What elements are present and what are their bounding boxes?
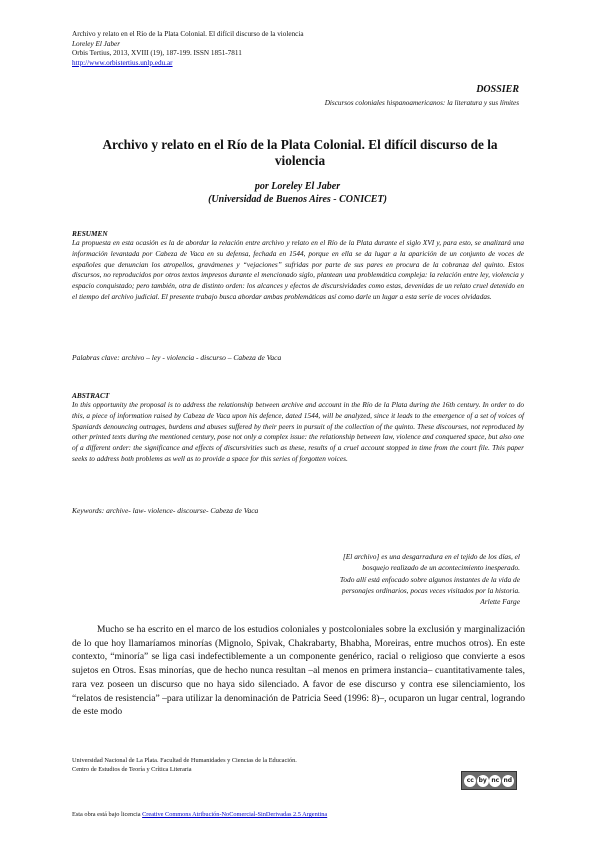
- attribution-icon: by: [477, 775, 489, 787]
- resumen-heading: RESUMEN: [72, 229, 108, 238]
- article-title: Archivo y relato en el Río de la Plata Colonial. El difícil discurso de la violencia: [102, 137, 498, 168]
- epigraph-line: bosquejo realizado de un acontecimiento inesperado.: [362, 563, 520, 573]
- citation-title: Archivo y relato en el Río de la Plata Colonial. El difícil discurso de la violencia: [72, 30, 304, 38]
- section-label: DOSSIER: [476, 84, 519, 95]
- license-prefix: Esta obra está bajo licencia: [72, 811, 143, 818]
- noderivatives-icon: nd: [502, 775, 514, 787]
- center-line: Centro de Estudios de Teoría y Crítica Literaria: [72, 765, 192, 773]
- citation-author: Loreley El Jaber: [72, 39, 121, 48]
- author-name: por Loreley El Jaber: [254, 181, 341, 192]
- author-block: [0, 181, 595, 206]
- epigraph-line: personajes ordinarios, pocas veces visitados por la historia.: [341, 585, 520, 595]
- epigraph: [200, 551, 520, 607]
- institution-line: Universidad Nacional de La Plata. Facultad de Humanidades y Ciencias de la Educación.: [72, 757, 297, 764]
- epigraph-author: Arlette Farge: [480, 597, 520, 607]
- resumen-keywords: Palabras clave: archivo – ley - violencia - discurso – Cabeza de Vaca: [72, 353, 282, 362]
- resumen-text: La propuesta en esta ocasión es la de abordar la relación entre archivo y relato en el Río de la Plata durante el siglo XVI y, para esto, se analizará una información levantada por Cabeza de Vaca en su defensa, fechada en 1544, porque en ella se da lugar a la aparición de un conjunto de voces de españoles que denuncian los atropellos, gravámenes y “vejaciones” sufridas por parte de sus pares en procura de la cobranza del quinto. Estos discursos, no reproducidos por otros textos impresos durante el mencionado siglo, plantean una problemática compleja: la relación entre ley, violencia y espacio conquistado; pero también, otra de distinto orden: los alcances y efectos de discursividades como estas, devenidas de un relato cruel detenido en el tiempo del archivo judicial. El presente trabajo busca abordar ambas problemáticas así como darle un lugar a esta serie de voces olvidadas.: [72, 238, 524, 301]
- creative-commons-badge[interactable]: [461, 771, 517, 790]
- citation-header: [72, 30, 304, 68]
- license-link[interactable]: Creative Commons Atribución-NoComercial-SinDerivadas 2.5 Argentina: [142, 811, 328, 818]
- noncommercial-icon: nc: [489, 775, 501, 787]
- section-subtitle: Discursos coloniales hispanoamericanos: la literatura y sus límites: [324, 99, 519, 107]
- license-line: [72, 811, 327, 818]
- author-affiliation: (Universidad de Buenos Aires - CONICET): [208, 193, 387, 205]
- epigraph-line: Todo allí está enfocado sobre algunos instantes de la vida de: [339, 574, 520, 584]
- institution-footer: [72, 757, 297, 774]
- abstract-text: In this opportunity the proposal is to address the relationship between archive and account in the Río de la Plata during the 16th century. In order to do this, a piece of information raised by Cabeza de Vaca upon his defence, dated 1544, will be analyzed, since it leads to the emergence of a set of voices of Spaniards denouncing outrages, burdens and abuses suffered by their peers in pursuit of the collection of the quinto. These discourses, not reproduced by other printed texts during the mentioned century, pose not only a complex issue: the relationship between law, violence and conquered space, but also one of a different order: the significance and effects of discursivities such as these, results of a cruel account stopped in time from the court file. This paper seeks to address both problems as well as to provide a space for this series of forgotten voices.: [72, 400, 524, 463]
- citation-journal: Orbis Tertius, 2013, XVIII (19), 187-199. ISSN 1851-7811: [72, 49, 242, 58]
- epigraph-line: [El archivo] es una desgarradura en el tejido de los días, el: [342, 552, 520, 561]
- abstract-heading: ABSTRACT: [72, 391, 110, 400]
- cc-icon: cc: [464, 775, 476, 787]
- journal-link[interactable]: http://www.orbistertius.unlp.edu.ar: [72, 58, 173, 67]
- body-paragraph: Mucho se ha escrito en el marco de los estudios coloniales y postcoloniales sobre la exclusión y marginalización de lo que hoy llamaríamos minorías (Mignolo, Spivak, Chakrabarty, Bhabha, Moreiras, entre muchos otros). En este contexto, “minoría” se liga casi indefectiblemente a un componente genérico, racial o religioso que convierte a esos sujetos en Otros. Esas minorías, que de hecho nunca resultan –al menos en primera instancia– cuantitativamente tales, rara vez poseen un discurso que no haya sido silenciado. A favor de ese discurso y contra ese silenciamiento, los “relatos de resistencia” –para utilizar la denominación de Patricia Seed (1996: 8)–, ocuparon un lugar central, logrando de este modo: [72, 625, 525, 718]
- abstract-keywords: Keywords: archive- law- violence- discourse- Cabeza de Vaca: [72, 506, 259, 515]
